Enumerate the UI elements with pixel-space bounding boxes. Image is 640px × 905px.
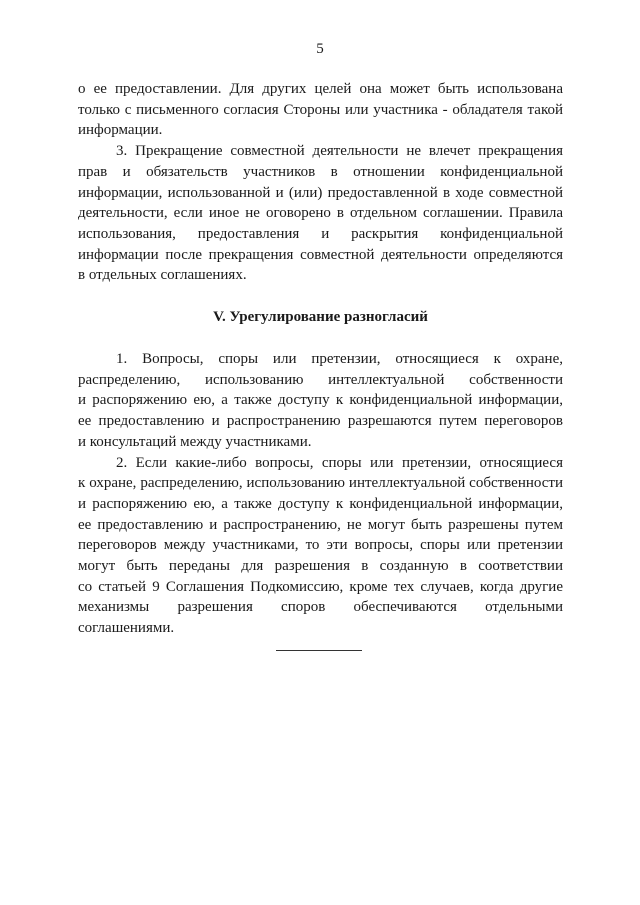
text-line: о ее предоставлении. Для других целей она может быть использована (78, 81, 563, 97)
text-line: и распоряжению ею, а также доступу к конфиденциальной информации, (78, 495, 563, 512)
text-line: только с письменного согласия Стороны или участника - обладателя такой (78, 101, 563, 118)
text-line: 3. Прекращение совместной деятельности не влечет прекращения (116, 143, 563, 160)
text-line: 1. Вопросы, споры или претензии, относящиеся к охране, (116, 351, 563, 368)
document-body (78, 79, 563, 639)
text-line: информации после прекращения совместной деятельности определяются (78, 246, 563, 263)
text-line: механизмы разрешения споров обеспечиваются отдельными (78, 599, 563, 616)
paragraph-confidential-use (78, 79, 563, 141)
section-heading: V. Урегулирование разногласий (213, 309, 428, 326)
text-line: информации. (78, 122, 163, 139)
text-line: прав и обязательств участников в отношении конфиденциальной (78, 163, 563, 180)
text-line: переговоров между участниками, то эти вопросы, споры или претензии (78, 537, 563, 554)
text-line: к охране, распределению, использованию интеллектуальной собственности (78, 475, 563, 492)
text-line: 2. Если какие-либо вопросы, споры или претензии, относящиеся (116, 454, 563, 471)
text-line: и консультаций между участниками. (78, 433, 312, 450)
page-number: 5 (316, 41, 324, 57)
text-line: информации, использованной и (или) предоставленной в ходе совместной (78, 184, 563, 201)
paragraph-clause-v-1 (78, 349, 563, 453)
text-line: соглашениями. (78, 620, 175, 637)
paragraph-clause-v-2 (78, 453, 563, 639)
paragraph-clause-3 (78, 141, 563, 286)
text-line: деятельности, если иное не оговорено в отдельном соглашении. Правила (78, 205, 563, 222)
end-separator-line (276, 650, 362, 651)
text-line: использования, предоставления и раскрытия конфиденциальной (78, 225, 563, 242)
text-line: ее предоставлению и распространению, не могут быть разрешены путем (78, 516, 563, 533)
text-line: и распоряжению ею, а также доступу к конфиденциальной информации, (78, 392, 563, 409)
text-line: могут быть переданы для разрешения в созданную в соответствии (78, 558, 563, 575)
text-line: в отдельных соглашениях. (78, 267, 247, 284)
text-line: со статьей 9 Соглашения Подкомиссию, кроме тех случаев, когда другие (78, 578, 563, 595)
text-line: ее предоставлению и распространению разрешаются путем переговоров (78, 413, 563, 430)
text-line: распределению, использованию интеллектуальной собственности (78, 371, 563, 388)
